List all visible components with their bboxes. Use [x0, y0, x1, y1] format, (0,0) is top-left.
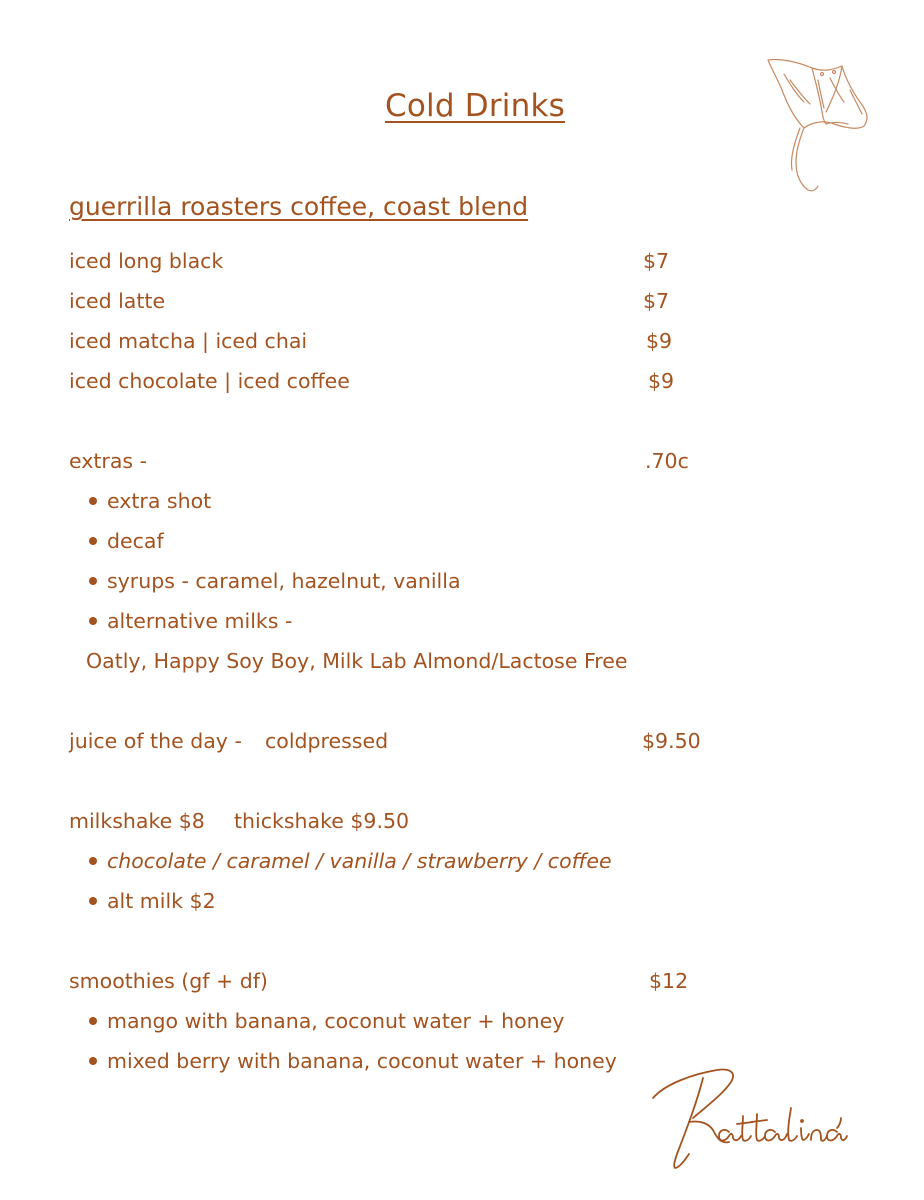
- menu-item-price: $9: [648, 369, 675, 393]
- thickshake-label: thickshake $9.50: [234, 809, 410, 833]
- bullet-dot: [89, 1017, 97, 1025]
- juice-detail: coldpressed: [265, 729, 389, 753]
- smoothies-price: $12: [649, 969, 689, 993]
- menu-item-name: iced chocolate | iced coffee: [69, 369, 350, 393]
- menu-item-price: $7: [643, 289, 670, 313]
- menu-item-price: $9: [646, 329, 673, 353]
- menu-item-name: iced long black: [69, 249, 224, 273]
- menu-item-name: iced matcha | iced chai: [69, 329, 308, 353]
- bullet-dot: [89, 857, 97, 865]
- extras-label: extras -: [69, 449, 148, 473]
- page-title: Cold Drinks: [385, 88, 565, 124]
- list-item: alternative milks -: [107, 609, 293, 633]
- extras-price: .70c: [645, 449, 689, 473]
- signature-logo: [645, 1058, 850, 1173]
- coffee-section-heading: guerrilla roasters coffee, coast blend: [69, 192, 529, 221]
- bullet-dot: [89, 1057, 97, 1065]
- list-item: decaf: [107, 529, 164, 553]
- menu-item-name: iced latte: [69, 289, 166, 313]
- list-item: mango with banana, coconut water + honey: [107, 1009, 565, 1033]
- menu-item-price: $7: [643, 249, 670, 273]
- list-item: syrups - caramel, hazelnut, vanilla: [107, 569, 461, 593]
- bullet-dot: [89, 897, 97, 905]
- bullet-dot: [89, 537, 97, 545]
- list-item: mixed berry with banana, coconut water + honey: [107, 1049, 617, 1073]
- bullet-dot: [89, 497, 97, 505]
- milks-list: Oatly, Happy Soy Boy, Milk Lab Almond/Lactose Free: [86, 649, 628, 673]
- juice-label: juice of the day -: [69, 729, 242, 753]
- list-item: alt milk $2: [107, 889, 216, 913]
- list-item: extra shot: [107, 489, 212, 513]
- bullet-dot: [89, 617, 97, 625]
- smoothies-label: smoothies (gf + df): [69, 969, 268, 993]
- bullet-dot: [89, 577, 97, 585]
- milkshake-label: milkshake $8: [69, 809, 205, 833]
- juice-price: $9.50: [642, 729, 701, 753]
- shake-flavours: chocolate / caramel / vanilla / strawberry / coffee: [107, 849, 612, 873]
